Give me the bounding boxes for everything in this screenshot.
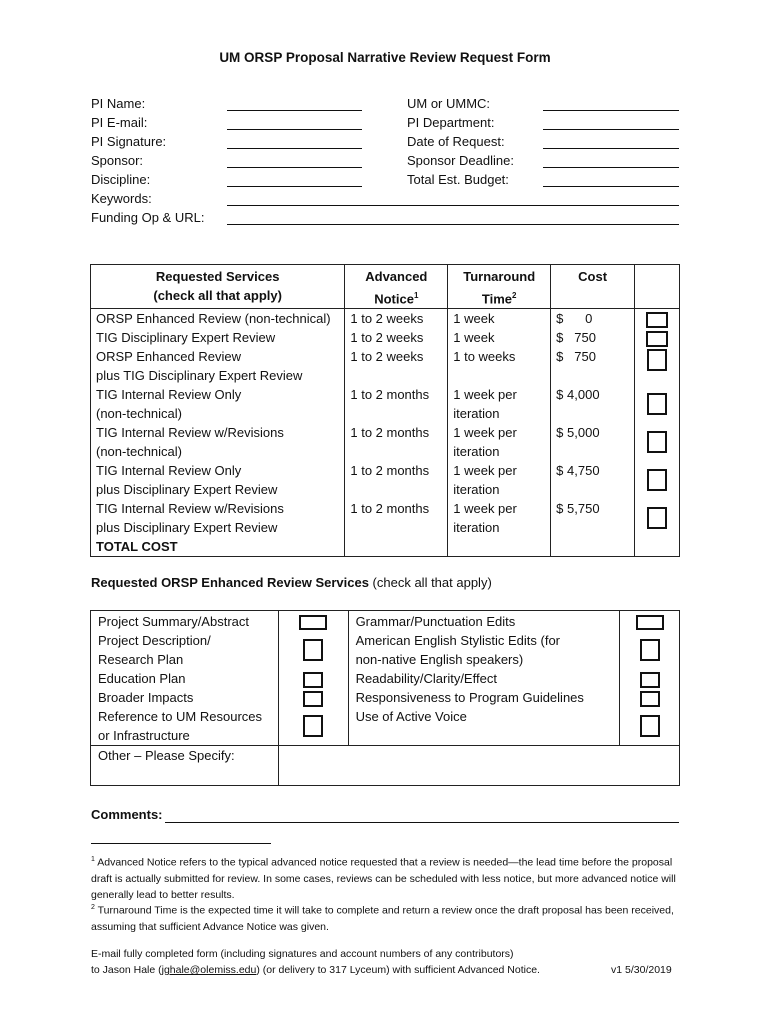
services-header: Requested Services (check all that apply) bbox=[91, 265, 345, 309]
table-row: TIG Internal Review Only (non-technical) 1 to 2 months 1 week per iteration $ 4,000 bbox=[91, 385, 680, 423]
service-checkbox[interactable] bbox=[647, 431, 667, 453]
orsp-checkbox[interactable] bbox=[640, 672, 660, 688]
orsp-checkbox[interactable] bbox=[303, 672, 323, 688]
service-checkbox[interactable] bbox=[646, 331, 668, 347]
email-link[interactable]: jghale@olemiss.edu bbox=[161, 964, 257, 976]
discipline-label: Discipline: bbox=[91, 172, 151, 187]
footnote-2: $^2$ Turnaround Time is the expected time it will take to complete and return a review once the draft proposal has been received, assuming that sufficient Advance Notice was given. bbox=[91, 904, 674, 933]
orsp-checkbox[interactable] bbox=[640, 639, 660, 661]
orsp-checkbox[interactable] bbox=[640, 691, 660, 707]
pi-name-field[interactable] bbox=[227, 110, 362, 111]
orsp-checkbox[interactable] bbox=[636, 615, 664, 630]
funding-op-label: Funding Op & URL: bbox=[91, 210, 205, 225]
table-row bbox=[91, 746, 680, 786]
footnote-divider bbox=[91, 843, 271, 844]
version-label: v1 5/30/2019 bbox=[611, 964, 672, 976]
pi-signature-field[interactable] bbox=[227, 148, 362, 149]
table-row: TIG Internal Review w/Revisions plus Disciplinary Expert Review 1 to 2 months 1 week per iteration $ 5,750 bbox=[91, 499, 680, 537]
orsp-section-title: Requested ORSP Enhanced Review Services (check all that apply) bbox=[91, 575, 492, 590]
cost-header: Cost bbox=[551, 265, 635, 309]
pi-email-field[interactable] bbox=[227, 129, 362, 130]
comments-label: Comments: bbox=[91, 807, 163, 822]
total-budget-field[interactable] bbox=[543, 186, 679, 187]
orsp-checkbox[interactable] bbox=[303, 639, 323, 661]
orsp-checkbox[interactable] bbox=[303, 715, 323, 737]
discipline-field[interactable] bbox=[227, 186, 362, 187]
orsp-services-table bbox=[90, 610, 680, 786]
form-title: UM ORSP Proposal Narrative Review Request Form bbox=[219, 50, 551, 65]
table-row: TIG Internal Review Only plus Disciplinary Expert Review 1 to 2 months 1 week per iteration $ 4,750 bbox=[91, 461, 680, 499]
keywords-field[interactable] bbox=[227, 205, 679, 206]
table-row: Education Plan Readability/Clarity/Effect bbox=[91, 669, 680, 688]
service-checkbox[interactable] bbox=[647, 507, 667, 529]
table-row: Reference to UM Resources or Infrastructure Use of Active Voice bbox=[91, 707, 680, 746]
date-of-request-label: Date of Request: bbox=[407, 134, 505, 149]
table-row: ORSP Enhanced Review (non-technical) 1 to 2 weeks 1 week $ 0 bbox=[91, 309, 680, 329]
sponsor-label: Sponsor: bbox=[91, 153, 144, 168]
footnote-1: $^1$ Advanced Notice refers to the typical advanced notice requested that a review is needed—the lead time before the proposal draft is actually submitted for review. In some cases, reviews can be scheduled with less notice, but more advanced notice will generally lead to better results. bbox=[91, 856, 676, 901]
table-row: TIG Internal Review w/Revisions (non-technical) 1 to 2 months 1 week per iteration $ 5,000 bbox=[91, 423, 680, 461]
sponsor-deadline-field[interactable] bbox=[543, 167, 679, 168]
table-row: TIG Disciplinary Expert Review 1 to 2 weeks 1 week $ 750 bbox=[91, 328, 680, 347]
service-checkbox[interactable] bbox=[646, 312, 668, 328]
footer-instructions: E-mail fully completed form (including signatures and account numbers of any contributors) to Jason Hale (jghale@olemiss.edu) (or delivery to 317 Lyceum) with sufficient Advanced Notice. bbox=[91, 948, 540, 976]
service-checkbox[interactable] bbox=[647, 393, 667, 415]
pi-department-label: PI Department: bbox=[407, 115, 495, 130]
service-checkbox[interactable] bbox=[647, 349, 667, 371]
um-ummc-field[interactable] bbox=[543, 110, 679, 111]
advanced-notice-header: Advanced Notice$^1$ bbox=[345, 265, 448, 309]
services-table bbox=[90, 264, 680, 557]
checkbox-header bbox=[635, 265, 680, 309]
turnaround-header: Turnaround Time$^2$ bbox=[448, 265, 551, 309]
orsp-checkbox[interactable] bbox=[299, 615, 327, 630]
other-specify-label: Other – Please Specify: bbox=[91, 746, 279, 786]
total-cost-field[interactable] bbox=[551, 537, 635, 557]
comments-field[interactable] bbox=[165, 822, 679, 823]
total-row bbox=[91, 537, 680, 557]
service-checkbox[interactable] bbox=[647, 469, 667, 491]
total-budget-label: Total Est. Budget: bbox=[407, 172, 509, 187]
table-row: Broader Impacts Responsiveness to Program Guidelines bbox=[91, 688, 680, 707]
total-cost-label: TOTAL COST bbox=[91, 537, 345, 557]
pi-department-field[interactable] bbox=[543, 129, 679, 130]
orsp-checkbox[interactable] bbox=[640, 715, 660, 737]
keywords-label: Keywords: bbox=[91, 191, 152, 206]
pi-name-label: PI Name: bbox=[91, 96, 146, 111]
table-row: Project Description/ Research Plan American English Stylistic Edits (for non-native English speakers) bbox=[91, 631, 680, 669]
other-specify-field[interactable] bbox=[278, 746, 679, 786]
sponsor-deadline-label: Sponsor Deadline: bbox=[407, 153, 514, 168]
pi-email-label: PI E-mail: bbox=[91, 115, 148, 130]
um-ummc-label: UM or UMMC: bbox=[407, 96, 491, 111]
date-of-request-field[interactable] bbox=[543, 148, 679, 149]
orsp-checkbox[interactable] bbox=[303, 691, 323, 707]
funding-op-field[interactable] bbox=[227, 224, 679, 225]
table-row: ORSP Enhanced Review plus TIG Disciplinary Expert Review 1 to 2 weeks 1 to weeks $ 750 bbox=[91, 347, 680, 385]
table-row: Project Summary/Abstract Grammar/Punctuation Edits bbox=[91, 611, 680, 632]
sponsor-field[interactable] bbox=[227, 167, 362, 168]
pi-signature-label: PI Signature: bbox=[91, 134, 167, 149]
